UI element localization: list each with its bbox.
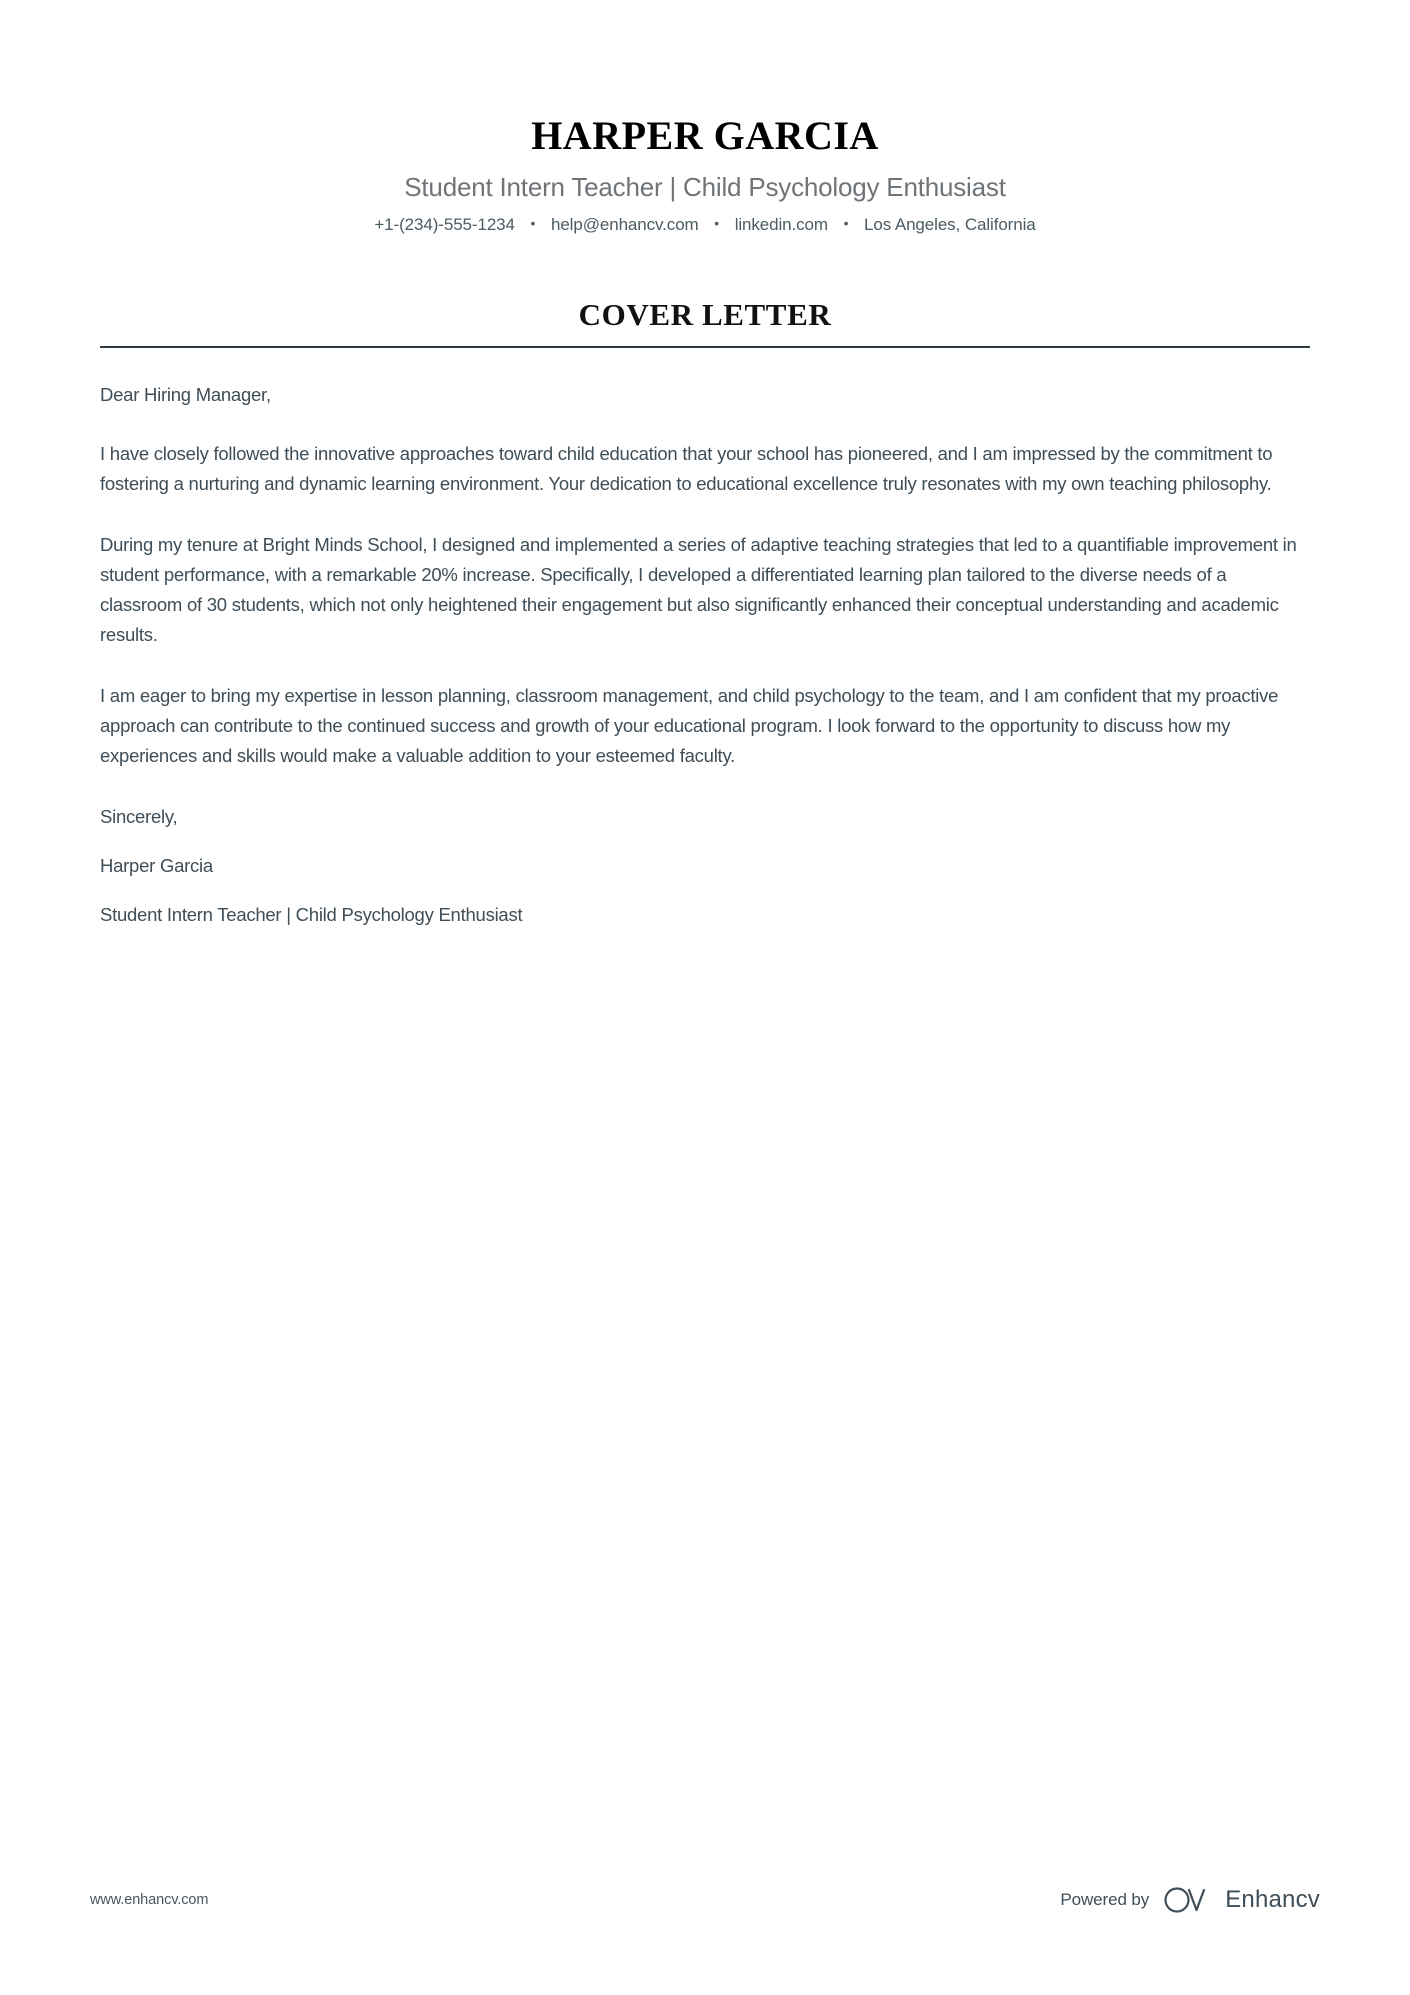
contact-phone: +1-(234)-555-1234: [374, 215, 515, 235]
document-header: [0, 0, 1410, 235]
letter-salutation: Dear Hiring Manager,: [100, 384, 271, 406]
section-title: COVER LETTER: [578, 297, 832, 333]
cover-letter-section-header: [0, 298, 1410, 348]
letter-closing: Sincerely,: [100, 806, 178, 828]
page-footer: [0, 1885, 1410, 1915]
letter-paragraph-2: During my tenure at Bright Minds School, I designed and implemented a series of adaptive teaching strategies that led to a quantifiable improvement in student performance, with a remarkable 20% increase. Specifically, I developed a differentiated learning plan tailored to the diverse needs of a classroom of 30 students, which not only heightened their engagement but also significantly enhanced their conceptual understanding and academic results.: [100, 534, 1297, 646]
contact-separator-dot-icon: •: [714, 215, 720, 232]
enhancv-logo[interactable]: [1163, 1885, 1320, 1915]
letter-paragraph-1: I have closely followed the innovative approaches toward child education that your school has pioneered, and I am impressed by the commitment to fostering a nurturing and dynamic learning environment. Your dedication to educational excellence truly resonates with my own teaching philosophy.: [100, 443, 1273, 495]
footer-branding: [1060, 1885, 1320, 1915]
contact-email[interactable]: help@enhancv.com: [550, 215, 699, 235]
contact-linkedin[interactable]: linkedin.com: [734, 215, 828, 235]
enhancv-wordmark: Enhancv: [1225, 1886, 1320, 1913]
candidate-headline: Student Intern Teacher | Child Psychology Enthusiast: [404, 172, 1006, 202]
contact-separator-dot-icon: •: [843, 215, 849, 232]
candidate-name: HARPER GARCIA: [531, 113, 879, 158]
letter-signature-name: Harper Garcia: [100, 855, 213, 877]
contact-separator-dot-icon: •: [530, 215, 536, 232]
contact-location: Los Angeles, California: [864, 215, 1036, 235]
footer-website-url[interactable]: www.enhancv.com: [90, 1892, 209, 1908]
letter-paragraph-3: I am eager to bring my expertise in lesson planning, classroom management, and child psychology to the team, and I am confident that my proactive approach can contribute to the continued success and growth of your educational program. I look forward to the opportunity to discuss how my experiences and skills would make a valuable addition to your esteemed faculty.: [100, 685, 1279, 767]
letter-body: [0, 380, 1410, 930]
powered-by-label: Powered by: [1060, 1890, 1150, 1909]
contact-line: [0, 215, 1410, 235]
section-divider: [100, 346, 1310, 348]
letter-signature-title: Student Intern Teacher | Child Psychology Enthusiast: [100, 904, 523, 926]
enhancv-infinity-logo-icon: [1163, 1885, 1215, 1915]
